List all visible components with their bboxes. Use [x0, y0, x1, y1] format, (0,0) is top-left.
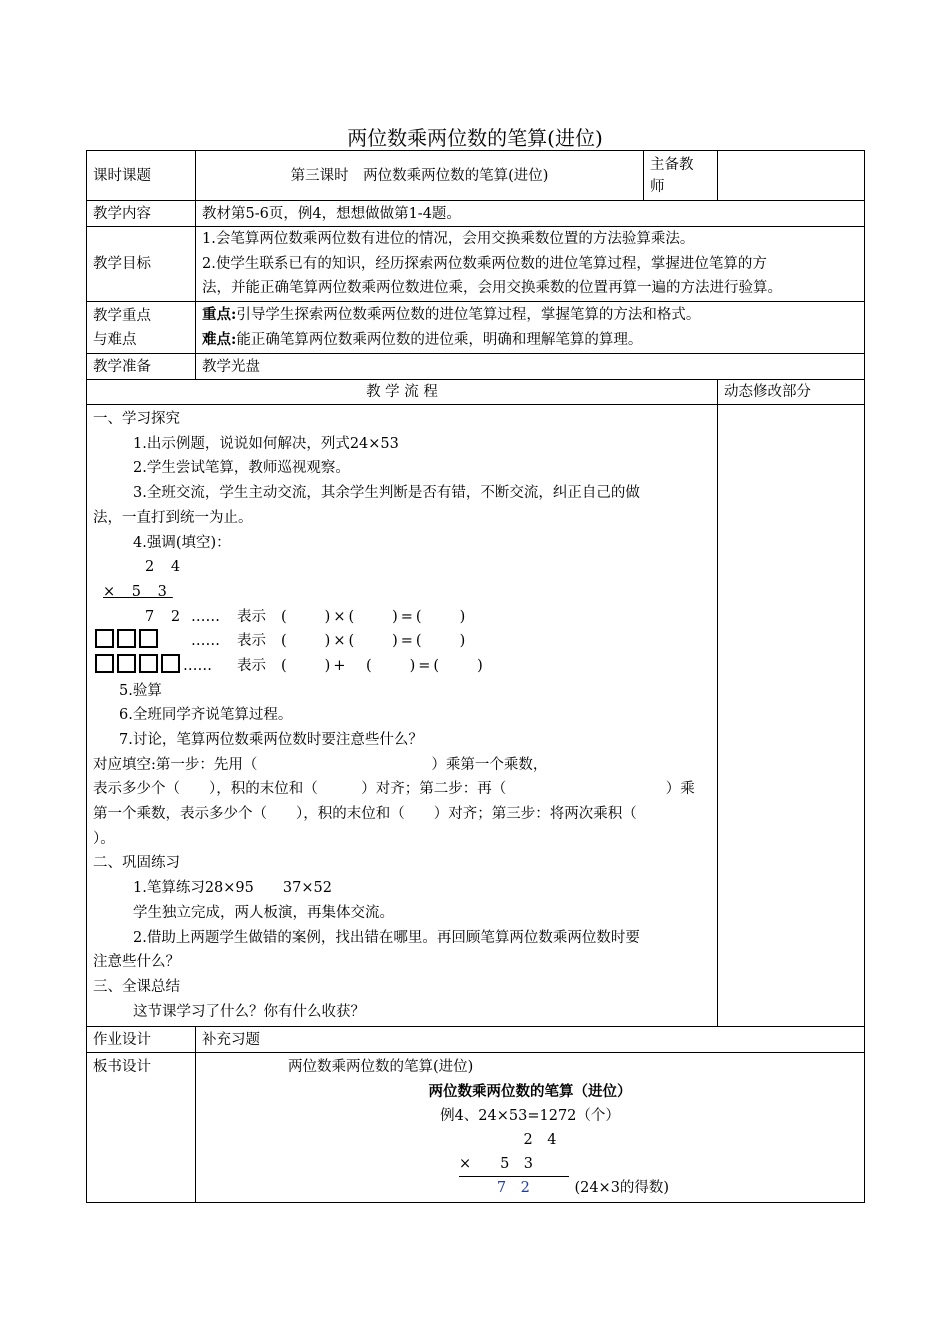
goal-line-3: 法，并能正确笔算两位数乘两位数进位乘，会用交换乘数的位置再算一遍的方法进行验算。: [202, 280, 782, 297]
calc-row-multiplier: [93, 580, 711, 605]
prep-label: 教学准备: [87, 354, 196, 380]
step-2-2a: 2.借助上两题学生做错的案例，找出错在哪里。再回顾笔算两位数乘两位数时要: [133, 929, 640, 946]
step-2-2b: 注意些什么？: [93, 954, 180, 971]
flow-body: [87, 405, 718, 1027]
fill-line-1: 对应填空:第一步：先用（ ）乘第一个乘数，: [93, 756, 548, 773]
flow-header-row: [87, 380, 865, 405]
blank-box[interactable]: [95, 654, 114, 673]
goal-line-2: 2.使学生联系已有的知识，经历探索两位数乘两位数的进位笔算过程，掌握进位笔算的方: [202, 255, 767, 272]
step-2-1: 1.笔算练习28×95 37×52: [133, 880, 332, 897]
step-1-4: 4.强调(填空)：: [133, 534, 231, 551]
flow-side-notes[interactable]: [718, 405, 865, 1027]
section-1-title: 一、学习探究: [93, 411, 180, 428]
box-group-3: [95, 629, 161, 654]
dots-1: ……: [191, 608, 220, 625]
homework-value: 补充习题: [196, 1027, 865, 1053]
topic-label: 课时课题: [87, 151, 196, 201]
prep-row: [87, 354, 865, 380]
board-line-4: 2 4: [523, 1131, 557, 1148]
prep-value: 教学光盘: [196, 354, 865, 380]
difficulty-label: 难点:: [202, 330, 237, 348]
topic-row: [87, 151, 865, 201]
board-line-6: [202, 1176, 858, 1200]
teacher-value: [718, 151, 865, 201]
teacher-label-line2: 师: [650, 178, 665, 195]
calc-partial-1: 7 2: [145, 608, 187, 625]
step-1-6: 6.全班同学齐说笔算过程。: [119, 707, 293, 724]
fill-blank-3: ( )+ ( )=( ): [281, 657, 486, 674]
page-title: 两位数乘两位数的笔算(进位): [347, 126, 603, 150]
board-partial: 7 2: [496, 1179, 530, 1196]
blank-box[interactable]: [95, 629, 114, 648]
step-3-1: 这节课学习了什么？你有什么收获？: [133, 1003, 365, 1020]
step-1-7: 7.讨论，笔算两位数乘两位数时要注意些什么？: [119, 732, 423, 748]
blank-box[interactable]: [139, 629, 158, 648]
key-point-text: 引导学生探索两位数乘两位数的进位笔算过程，掌握笔算的方法和格式。: [236, 306, 701, 323]
calc-row-multiplicand: [93, 555, 711, 580]
key-point-label: 重点:: [202, 305, 237, 323]
step-1-5: 5.验算: [119, 682, 162, 699]
dots-3: ……: [183, 657, 212, 674]
fill-line-3: 第一个乘数，表示多少个（ ），积的末位和（ ）对齐；第三步：将两次乘积（: [93, 806, 637, 823]
board-line-1: 两位数乘两位数的笔算(进位): [288, 1059, 474, 1076]
step-2-1b: 学生独立完成，两人板演，再集体交流。: [133, 904, 394, 921]
fill-line-2: 表示多少个（ ），积的末位和（ ）对齐；第二步：再（ ）乘: [93, 781, 695, 798]
section-2-title: 二、巩固练习: [93, 855, 180, 872]
flow-header: 教 学 流 程: [87, 380, 718, 405]
step-1-1: 1.出示例题，说说如何解决，列式24×53: [133, 435, 399, 452]
lesson-plan-table: [86, 150, 865, 1203]
board-value: [196, 1053, 865, 1203]
blank-box[interactable]: [139, 654, 158, 673]
keypoints-label-line1: 教学重点: [93, 307, 151, 324]
fill-line-4: ）。: [93, 830, 115, 847]
keypoints-label-line2: 与难点: [93, 331, 137, 348]
goals-value: [196, 227, 865, 302]
difficulty-text: 能正确笔算两位数乘两位数的进位乘，明确和理解笔算的算理。: [236, 331, 643, 348]
goals-row: [87, 227, 865, 302]
homework-label: 作业设计: [87, 1027, 196, 1053]
blank-box[interactable]: [117, 629, 136, 648]
section-3-title: 三、全课总结: [93, 978, 180, 995]
homework-row: [87, 1027, 865, 1053]
means-1: 表示: [237, 608, 266, 625]
step-1-2: 2.学生尝试笔算，教师巡视观察。: [133, 460, 350, 477]
goal-line-1: 1.会笔算两位数乘两位数有进位的情况，会用交换乘数位置的方法验算乘法。: [202, 231, 695, 247]
dots-2: ……: [191, 633, 220, 650]
step-1-3a: 3.全班交流，学生主动交流，其余学生判断是否有错，不断交流，纠正自己的做: [133, 485, 640, 502]
fill-blank-1: ( )×( )=( ): [281, 608, 469, 625]
keypoints-label: [87, 302, 196, 354]
content-value: 教材第5-6页，例4，想想做做第1-4题。: [196, 201, 865, 227]
board-partial-note: (24×3的得数): [574, 1179, 670, 1196]
calc-multiplier: × 5 3: [103, 583, 173, 600]
box-group-4: [95, 654, 183, 679]
teacher-label-line1: 主备教: [650, 156, 694, 173]
fill-blank-2: ( )×( )=( ): [281, 633, 469, 650]
means-2: 表示: [237, 633, 266, 650]
topic-value: 第三课时 两位数乘两位数的笔算(进位): [196, 151, 644, 201]
content-label: 教学内容: [87, 201, 196, 227]
content-row: [87, 201, 865, 227]
calc-row-partial-1: [93, 605, 711, 630]
keypoints-value: [196, 302, 865, 354]
teacher-label: [644, 151, 718, 201]
board-row: [87, 1053, 865, 1203]
blank-box[interactable]: [117, 654, 136, 673]
step-1-3b: 法，一直打到统一为止。: [93, 509, 253, 526]
calc-row-partial-2: [93, 629, 711, 654]
board-line-3: 例4、24×53=1272（个）: [440, 1107, 620, 1124]
board-line-5: [202, 1152, 858, 1176]
goals-label: 教学目标: [87, 227, 196, 302]
board-multiplier: × 5 3: [459, 1152, 569, 1177]
flow-body-row: [87, 405, 865, 1027]
flow-side-header: 动态修改部分: [718, 380, 865, 405]
calc-multiplicand: 2 4: [145, 559, 187, 576]
keypoints-row: [87, 302, 865, 354]
board-label: 板书设计: [87, 1053, 196, 1203]
calc-row-sum: [93, 654, 711, 679]
board-line-2: 两位数乘两位数的笔算（进位）: [428, 1082, 632, 1100]
means-3: 表示: [237, 657, 266, 674]
blank-box[interactable]: [161, 654, 180, 673]
